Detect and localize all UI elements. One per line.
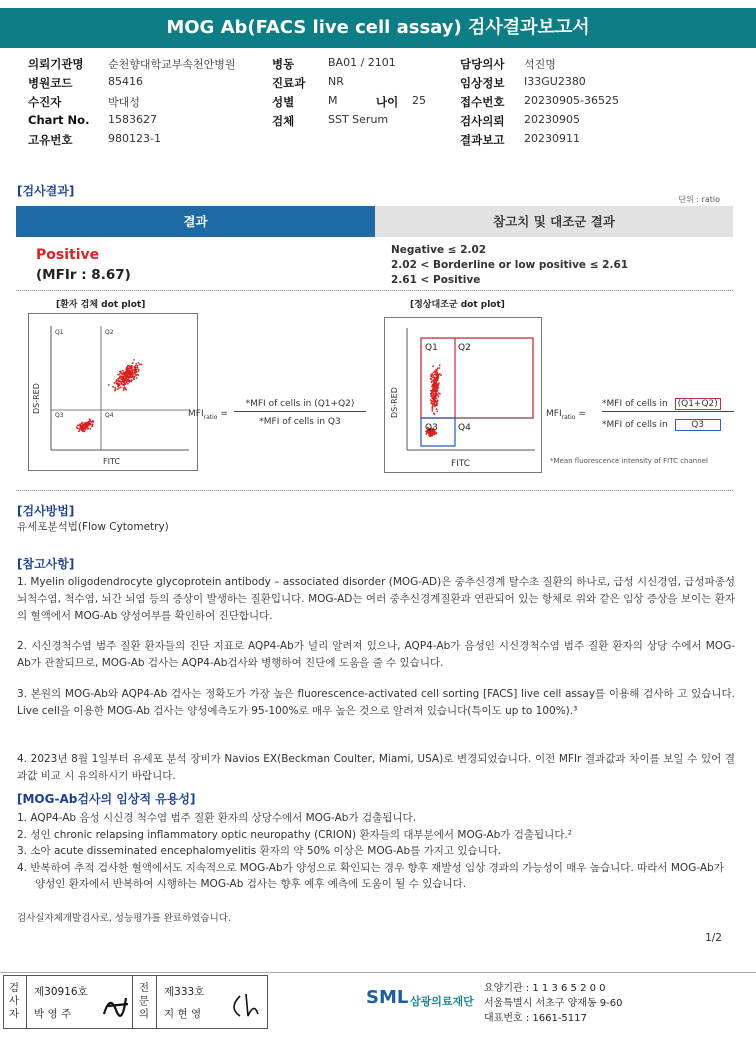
scatter-dot	[78, 430, 80, 432]
scatter-dot	[84, 431, 86, 433]
scatter-dot	[130, 374, 132, 376]
scatter-dot	[124, 378, 126, 380]
box-q1q2: (Q1+Q2)	[675, 398, 721, 410]
control-plot-caption: [정상대조군 dot plot]	[410, 300, 505, 310]
scatter-dot	[122, 384, 124, 386]
utility-item: 2. 성인 chronic relapsing inflammatory optic neuropathy (CRION) 환자들의 대부분에서 MOG-Ab가 검출됩니다.²	[17, 828, 573, 841]
scatter-dot	[440, 374, 442, 376]
control-dot-plot	[384, 317, 542, 473]
scatter-dot	[117, 385, 119, 387]
scatter-dot	[439, 364, 441, 366]
scatter-dot	[135, 369, 137, 371]
clinical-label: 임상정보	[460, 76, 505, 90]
signature-box	[3, 975, 268, 1029]
scatter-dot	[134, 373, 136, 375]
mfi-label-2: MFI	[546, 409, 562, 419]
scatter-dot	[439, 367, 441, 369]
ward-value: BA01 / 2101	[328, 56, 396, 69]
patient-axis-y: DS-RED	[32, 383, 41, 414]
age-label: 나이	[376, 95, 399, 109]
scatter-dot	[133, 376, 135, 378]
scatter-dot	[115, 381, 117, 383]
note-4: 4. 2023년 8월 1일부터 유세포 분석 장비가 Navios EX(Beckman Coulter, Miami, USA)로 변경되었습니다. 이전 MFIr 결과값과 차이를 보일 수 있어 결과값 비교 시 유의하시기 바랍니다.	[17, 753, 735, 782]
scatter-dot	[431, 394, 433, 396]
note-2: 2. 시신경척수염 범주 질환 환자들의 진단 지표로 AQP4-Ab가 널리 알려져 있으나, AQP4-Ab가 음성인 시신경척수염 범주 질환 환자의 상당 수에서 MOG-Ab가 관찰되므로, MOG-Ab 검사는 AQP4-Ab검사와 병행하여 진단에 도움을 줄 수 있습니다.	[17, 640, 735, 669]
control-q1: Q1	[425, 343, 438, 353]
scatter-dot	[92, 423, 94, 425]
patient-formula-num: *MFI of cells in (Q1+Q2)	[234, 399, 366, 412]
scatter-dot	[135, 365, 137, 367]
scatter-dot	[429, 435, 431, 437]
scatter-dot	[431, 376, 433, 378]
scatter-dot	[87, 428, 89, 430]
scatter-dot	[431, 381, 433, 383]
patient-plot-caption: [환자 검체 dot plot]	[56, 300, 146, 310]
scatter-dot	[135, 363, 137, 365]
scatter-dot	[432, 434, 434, 436]
scatter-dot	[436, 408, 438, 410]
unique-label: 고유번호	[28, 133, 73, 147]
org-name: 삼광의료재단	[410, 995, 474, 1008]
scatter-dot	[119, 375, 121, 377]
scatter-dot	[81, 429, 83, 431]
scatter-dot	[431, 373, 433, 375]
control-axis-x: FITC	[451, 459, 471, 469]
scatter-dot	[123, 389, 125, 391]
specimen-label: 검체	[272, 114, 295, 128]
scatter-dot	[118, 380, 120, 382]
scatter-dot	[91, 426, 93, 428]
scatter-dot	[435, 371, 437, 373]
scatter-dot	[112, 386, 114, 388]
dot-plots	[16, 291, 733, 491]
scatter-dot	[129, 366, 131, 368]
sml-logo: SML	[366, 987, 409, 1008]
scatter-dot	[434, 374, 436, 376]
patient-dot-plot	[28, 313, 198, 471]
scatter-dot	[89, 424, 91, 426]
examiner-name: 박 영 주	[34, 1008, 72, 1020]
org-info	[484, 981, 623, 1026]
scatter-dot	[432, 365, 434, 367]
request-value: 20230905	[524, 113, 580, 126]
sex-value: M	[328, 94, 338, 107]
utility-list	[17, 810, 735, 893]
scatter-dot	[85, 427, 87, 429]
scatter-dot	[92, 420, 94, 422]
ref-borderline: 2.02 < Borderline or low positive ≤ 2.61	[391, 259, 629, 271]
clinical-value: I33GU2380	[524, 75, 586, 88]
utility-item: 4. 반복하여 추적 검사한 혈액에서도 지속적으로 MOG-Ab가 양성으로 확인되는 경우 향후 재발성 임상 경과의 가능성이 매우 높습니다. 따라서 MOG-Ab가 양성인 환자에서 반복하여 시행하는 MOG-Ab 검사는 향후 예후 예측에 도움이 될 수 있습니다.	[17, 861, 724, 890]
scatter-dot	[116, 379, 118, 381]
scatter-dot	[117, 378, 119, 380]
scatter-dot	[431, 400, 433, 402]
box-q3: Q3	[675, 419, 721, 431]
scatter-dot	[434, 413, 436, 415]
scatter-dot	[80, 426, 82, 428]
unique-value: 980123-1	[108, 132, 161, 145]
patient-label: 수진자	[28, 95, 62, 109]
scatter-dot	[120, 382, 122, 384]
scatter-dot	[89, 418, 91, 420]
scatter-dot	[431, 410, 433, 412]
scatter-dot	[117, 388, 119, 390]
scatter-dot	[436, 402, 438, 404]
info-row-2	[0, 75, 756, 94]
scatter-dot	[435, 379, 437, 381]
scatter-dot	[127, 380, 129, 382]
unit-label: 단위 : ratio	[678, 195, 720, 204]
method-section-title: [검사방법]	[17, 504, 75, 518]
scatter-dot	[79, 424, 81, 426]
scatter-dot	[431, 403, 433, 405]
ward-label: 병동	[272, 57, 295, 71]
patient-mfi-label: $MFI_{ratio}$ =	[188, 409, 228, 421]
examiner-signature	[100, 988, 134, 1022]
patient-plot-svg	[29, 314, 197, 470]
control-formula-den-text: *MFI of cells in	[602, 420, 668, 430]
scatter-dot	[435, 391, 437, 393]
scatter-dot	[431, 386, 433, 388]
notes-section-title: [참고사항]	[17, 557, 75, 571]
scatter-dot	[136, 377, 138, 379]
reference-values	[391, 243, 628, 288]
info-row-4	[0, 113, 756, 132]
scatter-dot	[139, 364, 141, 366]
scatter-dot	[437, 373, 439, 375]
specimen-value: SST Serum	[328, 113, 389, 126]
scatter-dot	[432, 379, 434, 381]
doctor-label: 담당의사	[460, 57, 505, 71]
scatter-dot	[438, 382, 440, 384]
scatter-dot	[123, 375, 125, 377]
scatter-dot	[129, 372, 131, 374]
ref-negative: Negative ≤ 2.02	[391, 244, 487, 256]
hospital-code-value: 85416	[108, 75, 143, 88]
scatter-dot	[131, 374, 133, 376]
control-mfi-label: $MFI_{ratio}$ =	[546, 409, 586, 421]
control-axis-y: DS-RED	[390, 387, 399, 418]
results-table	[16, 206, 733, 291]
patient-dots	[76, 359, 143, 432]
scatter-dot	[127, 370, 129, 372]
dept-value: NR	[328, 75, 344, 88]
scatter-dot	[119, 384, 121, 386]
results-body	[16, 237, 733, 291]
result-positive: Positive	[36, 247, 100, 263]
scatter-dot	[437, 379, 439, 381]
ref-positive: 2.61 < Positive	[391, 274, 481, 286]
examiner-no: 제30916호	[34, 986, 88, 998]
mfi-sub: ratio	[203, 413, 218, 421]
scatter-dot	[439, 393, 441, 395]
age-value: 25	[412, 94, 426, 107]
col-reference: 참고치 및 대조군 결과	[375, 206, 733, 237]
report-title: MOG Ab(FACS live cell assay) 검사결과보고서	[0, 8, 756, 48]
scatter-dot	[138, 369, 140, 371]
care-institution: 요양기관 : 1 1 3 6 5 2 0 0	[484, 983, 606, 994]
doctor-value: 석진명	[524, 58, 556, 71]
scatter-dot	[123, 373, 125, 375]
scatter-dot	[431, 390, 433, 392]
scatter-dot	[127, 383, 129, 385]
col-result: 결과	[16, 206, 375, 237]
scatter-dot	[433, 385, 435, 387]
patient-axis-x: FITC	[103, 457, 120, 466]
info-row-3	[0, 94, 756, 113]
examiner-label: 검사자	[8, 982, 20, 1020]
scatter-dot	[84, 424, 86, 426]
specialist-label: 전문의	[138, 982, 150, 1020]
specialist-no: 제333호	[164, 986, 205, 998]
scatter-dot	[131, 365, 133, 367]
scatter-dot	[433, 376, 435, 378]
scatter-dot	[431, 392, 433, 394]
institution-label: 의뢰기관명	[28, 57, 84, 71]
scatter-dot	[137, 365, 139, 367]
scatter-dot	[77, 425, 79, 427]
hospital-code-label: 병원코드	[28, 76, 73, 90]
scatter-dot	[117, 382, 119, 384]
scatter-dot	[128, 381, 130, 383]
request-label: 검사의뢰	[460, 114, 505, 128]
chart-label: Chart No.	[28, 113, 90, 127]
scatter-dot	[77, 428, 79, 430]
scatter-dot	[115, 389, 117, 391]
control-q3: Q3	[425, 423, 438, 433]
scatter-dot	[437, 390, 439, 392]
control-formula-num-text: *MFI of cells in	[602, 399, 668, 409]
dept-label: 진료과	[272, 76, 306, 90]
control-formula-den	[602, 419, 734, 431]
scatter-dot	[434, 381, 436, 383]
results-header	[16, 206, 733, 237]
scatter-dot	[129, 376, 131, 378]
patient-q2: Q2	[105, 329, 114, 336]
patient-q1: Q1	[55, 329, 64, 336]
utility-item: 1. AQP4-Ab 음성 시신경 척수염 범주 질환 환자의 상당수에서 MOG-Ab가 검출됩니다.	[17, 812, 416, 824]
scatter-dot	[433, 371, 435, 373]
scatter-dot	[436, 411, 438, 413]
scatter-dot	[431, 407, 433, 409]
specialist-name: 지 현 영	[164, 1008, 202, 1020]
scatter-dot	[437, 376, 439, 378]
scatter-dot	[132, 372, 134, 374]
utility-item: 3. 소아 acute disseminated encephalomyelitis 환자의 약 50% 이상은 MOG-Ab를 가지고 있습니다.	[17, 845, 502, 857]
scatter-dot	[433, 403, 435, 405]
scatter-dot	[434, 404, 436, 406]
scatter-dot	[114, 387, 116, 389]
patient-q3: Q3	[55, 412, 64, 419]
scatter-dot	[108, 384, 110, 386]
scatter-dot	[89, 428, 91, 430]
mean-note: *Mean fluorescence intensity of FITC channel	[550, 457, 708, 465]
footer	[0, 972, 756, 1032]
report-label: 결과보고	[460, 133, 505, 147]
scatter-dot	[120, 387, 122, 389]
scatter-dot	[82, 422, 84, 424]
mfi-label: MFI	[188, 409, 204, 419]
result-mfi: (MFIr : 8.67)	[36, 267, 131, 283]
address: 서울특별시 서초구 양재동 9-60	[484, 998, 623, 1009]
scatter-dot	[126, 366, 128, 368]
scatter-dot	[123, 387, 125, 389]
scatter-dot	[134, 367, 136, 369]
scatter-dot	[132, 362, 134, 364]
mfi-sub-2: ratio	[561, 413, 576, 421]
scatter-dot	[436, 369, 438, 371]
scatter-dot	[130, 379, 132, 381]
patient-value: 박대성	[108, 96, 140, 109]
scatter-dot	[433, 398, 435, 400]
scatter-dot	[436, 385, 438, 387]
scatter-dot	[437, 388, 439, 390]
scatter-dot	[438, 396, 440, 398]
scatter-dot	[136, 374, 138, 376]
scatter-dot	[117, 374, 119, 376]
scatter-dot	[118, 387, 120, 389]
scatter-dot	[436, 377, 438, 379]
scatter-dot	[432, 397, 434, 399]
sex-label: 성별	[272, 95, 295, 109]
scatter-dot	[81, 427, 83, 429]
info-row-1	[0, 56, 756, 75]
chart-value: 1583627	[108, 113, 157, 126]
scatter-dot	[131, 376, 133, 378]
patient-q4: Q4	[105, 412, 114, 419]
control-q4: Q4	[458, 423, 471, 433]
closing-note: 검사실자체개발검사로, 성능평가를 완료하였습니다.	[17, 913, 231, 924]
scatter-dot	[436, 394, 438, 396]
scatter-dot	[124, 382, 126, 384]
specialist-signature	[226, 988, 262, 1022]
patient-info	[0, 56, 756, 151]
scatter-dot	[122, 370, 124, 372]
receipt-value: 20230905-36525	[524, 94, 619, 107]
institution-value: 순천향대학교부속천안병원	[108, 58, 236, 71]
scatter-dot	[435, 400, 437, 402]
scatter-dot	[113, 382, 115, 384]
scatter-dot	[133, 379, 135, 381]
results-section-title: [검사결과]	[17, 184, 75, 198]
scatter-dot	[430, 378, 432, 380]
scatter-dot	[137, 367, 139, 369]
info-row-5	[0, 132, 756, 151]
patient-formula-den: *MFI of cells in Q3	[259, 417, 341, 427]
note-1: 1. Myelin oligodendrocyte glycoprotein antibody – associated disorder (MOG-AD)은 중추신경계 탈수초 질환의 하나로, 급성 시신경염, 급성파종성 뇌척수염, 척수염, 뇌간 뇌염 등의 증상이 발생하는 질환입니다. MOG-AD는 여러 중추신경계질환과 연관되어 있는 항체로 위와 같은 임상 증상을 보이는 환자의 혈액에서 MOG-Ab 양성여부를 확인하여 진단합니다.	[17, 576, 735, 622]
utility-section-title: [MOG-Ab검사의 임상적 유용성]	[17, 792, 196, 806]
phone: 대표번호 : 1661-5117	[484, 1013, 587, 1024]
scatter-dot	[437, 367, 439, 369]
report-value: 20230911	[524, 132, 580, 145]
scatter-dot	[141, 364, 143, 366]
receipt-label: 접수번호	[460, 95, 505, 109]
control-plot-svg	[385, 318, 541, 472]
scatter-dot	[82, 425, 84, 427]
method-text: 유세포분석법(Flow Cytometry)	[17, 521, 169, 533]
scatter-dot	[79, 428, 81, 430]
scatter-dot	[127, 375, 129, 377]
scatter-dot	[434, 390, 436, 392]
control-q2: Q2	[458, 343, 471, 353]
control-formula-num	[602, 399, 734, 412]
scatter-dot	[138, 362, 140, 364]
scatter-dot	[123, 380, 125, 382]
note-3: 3. 본원의 MOG-Ab와 AQP4-Ab 검사는 정확도가 가장 높은 fluorescence-activated cell sorting [FACS] live cell assay를 이용해 검사하 고 있습니다. Live cell을 이용한 MOG-Ab 검사는 양성예측도가 95-100%로 매우 높은 것으로 알려져 있습니다(특이도 up to 100%).³	[17, 688, 735, 717]
scatter-dot	[434, 396, 436, 398]
scatter-dot	[125, 389, 127, 391]
scatter-dot	[133, 359, 135, 361]
page-number: 1/2	[705, 932, 722, 944]
